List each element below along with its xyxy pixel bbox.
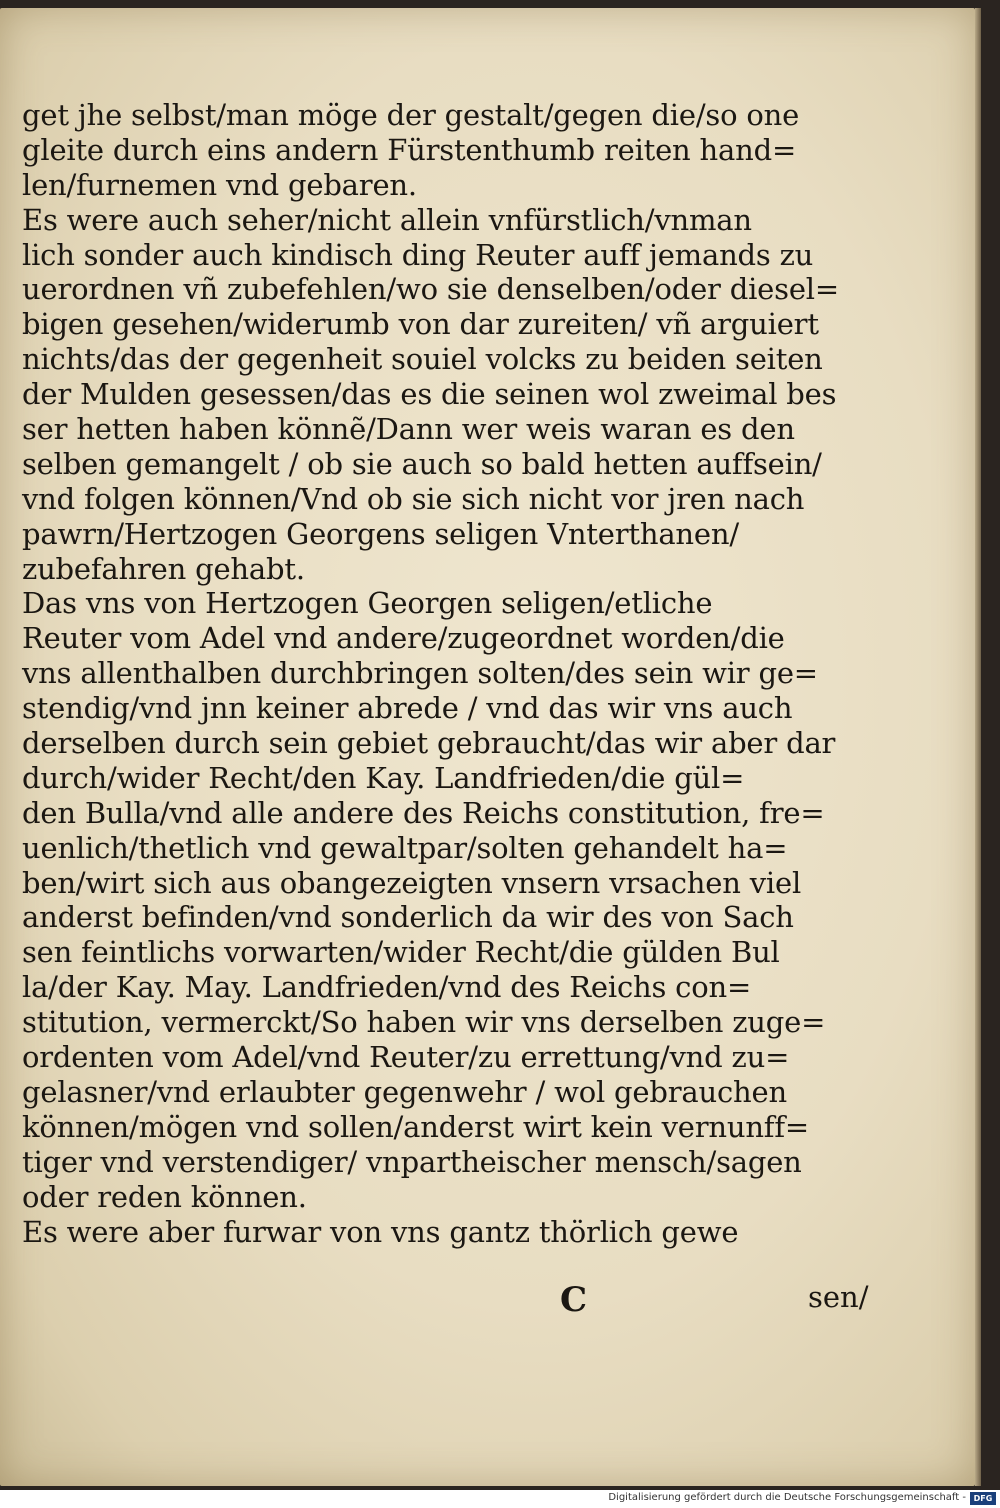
text-line: nichts/das der gegenheit souiel volcks zu beiden seiten bbox=[22, 342, 823, 377]
text-line: la/der Kay. May. Landfrieden/vnd des Reichs con= bbox=[22, 970, 752, 1005]
text-line: pawrn/Hertzogen Georgens seligen Vnterthanen/ bbox=[22, 516, 739, 551]
text-line: anderst befinden/vnd sonderlich da wir des von Sach bbox=[22, 900, 794, 935]
text-line: vnd folgen können/Vnd ob sie sich nicht vor jren nach bbox=[22, 481, 805, 516]
text-line: sen feintlichs vorwarten/wider Recht/die gülden Bul bbox=[22, 935, 780, 970]
catchword: sen/ bbox=[808, 1280, 869, 1314]
text-line: ser hetten haben könnẽ/Dann wer weis waran es den bbox=[22, 412, 795, 447]
text-line: ordenten vom Adel/vnd Reuter/zu errettung/vnd zu= bbox=[22, 1040, 790, 1075]
dfg-logo-icon: DFG bbox=[970, 1492, 996, 1505]
text-line: Das vns von Hertzogen Georgen seligen/etliche bbox=[22, 586, 713, 621]
text-line: uenlich/thetlich vnd gewaltpar/solten gehandelt ha= bbox=[22, 830, 788, 865]
signature-mark: C bbox=[560, 1280, 588, 1320]
text-line: selben gemangelt / ob sie auch so bald hetten auffsein/ bbox=[22, 446, 822, 481]
text-line: stitution, vermerckt/So haben wir vns derselben zuge= bbox=[22, 1005, 826, 1040]
footer-credit: Digitalisierung gefördert durch die Deutsche Forschungsgemeinschaft - bbox=[608, 1492, 966, 1503]
text-line: oder reden können. bbox=[22, 1179, 307, 1214]
text-line: Es were auch seher/nicht allein vnfürstlich/vnman bbox=[22, 202, 752, 237]
page-edge bbox=[975, 8, 981, 1486]
text-line: ben/wirt sich aus obangezeigten vnsern vrsachen viel bbox=[22, 865, 802, 900]
text-line: derselben durch sein gebiet gebraucht/das wir aber dar bbox=[22, 726, 836, 761]
text-line: len/furnemen vnd gebaren. bbox=[22, 167, 417, 202]
page-text bbox=[22, 98, 862, 1249]
text-line: vns allenthalben durchbringen solten/des sein wir ge= bbox=[22, 656, 818, 691]
text-line: der Mulden gesessen/das es die seinen wol zweimal bes bbox=[22, 377, 837, 412]
text-line: Es were aber furwar von vns gantz thörlich gewe bbox=[22, 1214, 739, 1249]
text-line: den Bulla/vnd alle andere des Reichs constitution, fre= bbox=[22, 795, 825, 830]
text-line: gleite durch eins andern Fürstenthumb reiten hand= bbox=[22, 132, 797, 167]
text-line: lich sonder auch kindisch ding Reuter auff jemands zu bbox=[22, 237, 814, 272]
book-page bbox=[0, 8, 975, 1486]
text-line: stendig/vnd jnn keiner abrede / vnd das wir vns auch bbox=[22, 691, 793, 726]
text-line: get jhe selbst/man möge der gestalt/gegen die/so one bbox=[22, 98, 800, 132]
footer-bar bbox=[0, 1490, 1000, 1508]
text-line: zubefahren gehabt. bbox=[22, 551, 305, 586]
text-line: Reuter vom Adel vnd andere/zugeordnet worden/die bbox=[22, 621, 785, 656]
text-line: gelasner/vnd erlaubter gegenwehr / wol gebrauchen bbox=[22, 1074, 787, 1109]
text-line: tiger vnd verstendiger/ vnpartheischer mensch/sagen bbox=[22, 1144, 802, 1179]
text-line: durch/wider Recht/den Kay. Landfrieden/die gül= bbox=[22, 760, 745, 795]
text-line: bigen gesehen/widerumb von dar zureiten/ vñ arguiert bbox=[22, 307, 819, 342]
text-line: können/mögen vnd sollen/anderst wirt kein vernunff= bbox=[22, 1109, 809, 1144]
text-line: uerordnen vñ zubefehlen/wo sie denselben/oder diesel= bbox=[22, 272, 839, 307]
